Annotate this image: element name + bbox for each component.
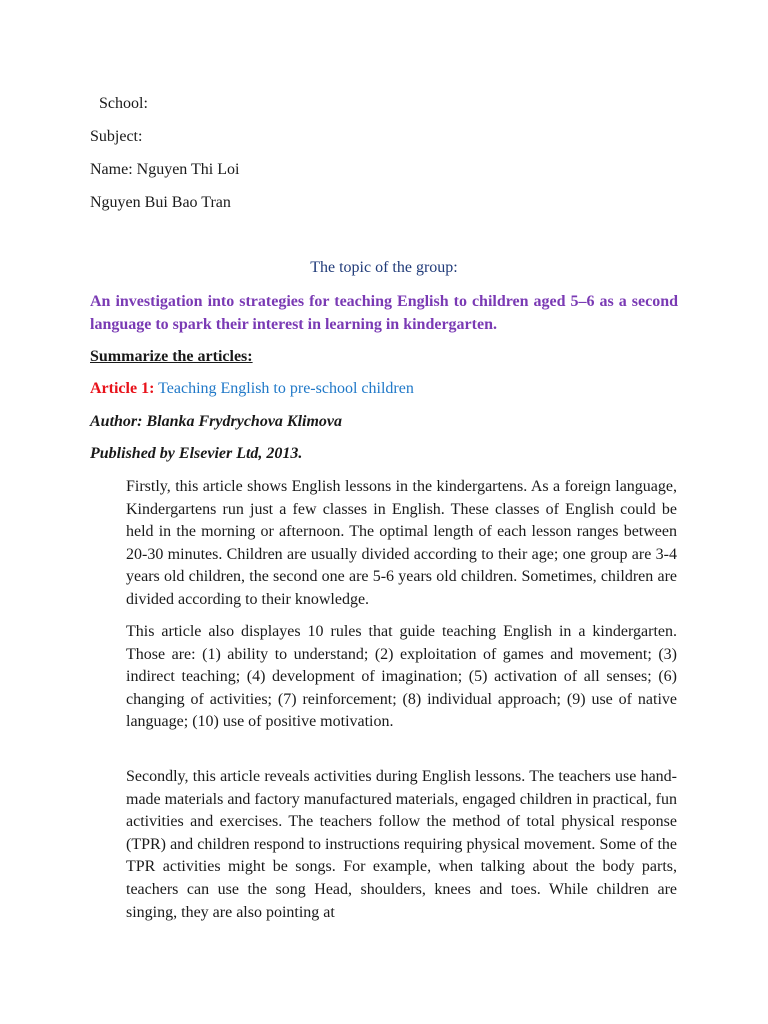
article-publisher: Published by Elsevier Ltd, 2013. [90, 445, 303, 462]
topic-title: An investigation into strategies for teaching English to children aged 5–6 as a second language to spark their interest in learning in kindergarten. [90, 293, 678, 333]
summary-heading: Summarize the articles: [90, 348, 253, 365]
topic-label [0, 258, 768, 278]
article-author: Author: Blanka Frydrychova Klimova [90, 413, 343, 430]
school-label: School: [99, 95, 148, 112]
author-name-2: Nguyen Bui Bao Tran [90, 194, 231, 211]
article-heading [90, 379, 414, 399]
article-number: Article 1: [90, 380, 155, 397]
subject-label: Subject: [90, 128, 143, 145]
paragraph-3: Secondly, this article reveals activities during English lessons. The teachers use hand-made materials and factory manufactured materials, engaged children in practical, fun activities and exercises. The teachers follow the method of total physical response (TPR) and children respond to instructions requiring physical movement. Some of the TPR activities might be songs. For example, when talking about the body parts, teachers can use the song Head, shoulders, knees and toes. While children are singing, they are also pointing at [126, 768, 677, 921]
paragraph-1: Firstly, this article shows English lessons in the kindergartens. As a foreign language, Kindergartens run just a few classes in English. These classes of English could be held in the morning or afternoon. The optimal length of each lesson ranges between 20-30 minutes. Children are usually divided according to their age; one group are 3-4 years old children, the second one are 5-6 years old children. Sometimes, children are divided according to their knowledge. [126, 478, 677, 608]
article-title: Teaching English to pre-school children [158, 380, 414, 397]
paragraph-2: This article also displayes 10 rules that guide teaching English in a kindergarten. Those are: (1) ability to understand; (2) exploitation of games and movement; (3) indirect teaching; (4) development of imagination; (5) activation of all senses; (6) changing of activities; (7) reinforcement; (8) individual approach; (9) use of native language; (10) use of positive motivation. [126, 623, 677, 731]
topic-label-text: The topic of the group: [310, 259, 458, 276]
author-name-1: Name: Nguyen Thi Loi [90, 161, 240, 178]
